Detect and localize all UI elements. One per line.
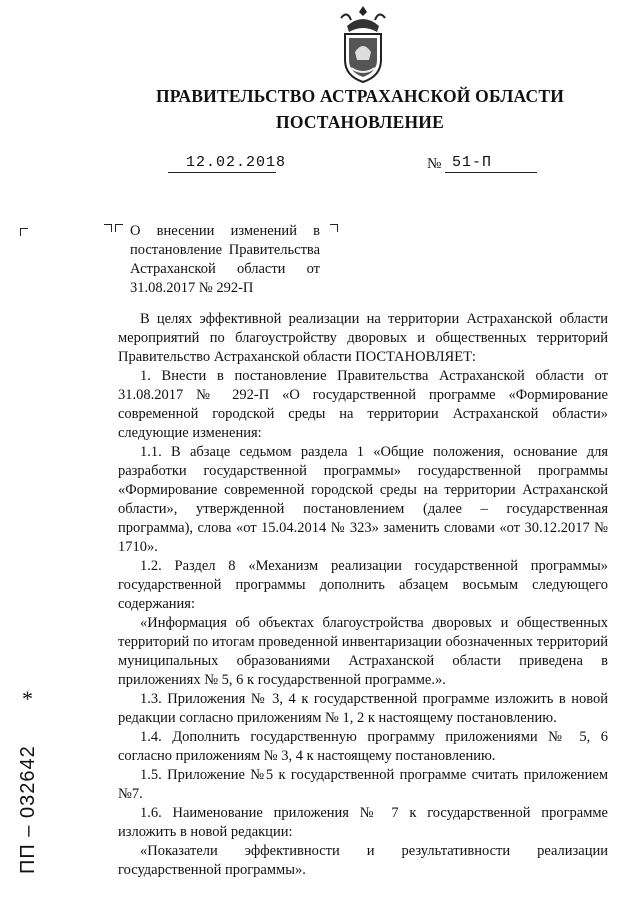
paragraph-item-1-3: 1.3. Приложения № 3, 4 к государственной программе изложить в новой редакции согласно приложениям № 1, 2 к настоящему постановлению. — [118, 691, 608, 726]
document-date: 12.02.2018 — [186, 154, 287, 171]
paragraph-item-1-6: 1.6. Наименование приложения № 7 к государственной программе изложить в новой редакции: — [118, 805, 608, 840]
paragraph-item-1: 1. Внести в постановление Правительства Астраханской области от 31.08.2017 № 292-П «О государственной программе «Формирование современной городской среды на территории Астраханской области» следующие изменения: — [118, 368, 608, 441]
corner-mark-subject-open-2 — [115, 224, 123, 232]
document-body — [118, 310, 608, 880]
corner-mark-left — [20, 228, 28, 236]
paragraph-quote-info: «Информация об объектах благоустройства дворовых и общественных территорий по итогам проведенной инвентаризации обозначенных территорий муниципальных образованиями Астраханской области приведена в приложениях № 5, 6 к государственной программе.». — [118, 615, 608, 688]
date-underline — [168, 172, 276, 173]
subject-text: О внесении изменений в постановление Правительства Астраханской области от 31.08.2017 № 292-П — [130, 223, 320, 296]
paragraph-item-1-2: 1.2. Раздел 8 «Механизм реализации государственной программы» государственной программы дополнить абзацем восьмым следующего содержания: — [118, 558, 608, 612]
number-underline — [445, 172, 537, 173]
paragraph-preamble: В целях эффективной реализации на территории Астраханской области мероприятий по благоустройству дворовых и общественных территорий Правительство Астраханской области ПОСТАНОВЛЯЕТ: — [118, 311, 608, 365]
paragraph-item-1-5: 1.5. Приложение №5 к государственной программе считать приложением №7. — [118, 767, 608, 802]
paragraph-quote-indicators: «Показатели эффективности и результативности реализации государственной программы». — [118, 843, 608, 878]
number-sign: № — [427, 156, 442, 172]
side-serial-stamp: ПП – 032642 — [17, 745, 39, 874]
document-subject — [130, 222, 320, 298]
corner-mark-subject-open — [104, 224, 112, 232]
paragraph-item-1-4: 1.4. Дополнить государственную программу приложениями № 5, 6 согласно приложениям № 3, 4 к настоящему постановлению. — [118, 729, 608, 764]
coat-of-arms-emblem — [337, 4, 389, 84]
paragraph-item-1-1: 1.1. В абзаце седьмом раздела 1 «Общие положения, основание для разработки государственной программы» государственной программы «Формирование современной городской среды на территории Астраханской области», утвержденной постановлением (далее – государственная программа), слова «от 15.04.2014 № 323» заменить словами «от 30.12.2017 № 1710». — [118, 444, 608, 555]
document-number: 51-П — [452, 154, 493, 171]
government-title: ПРАВИТЕЛЬСТВО АСТРАХАНСКОЙ ОБЛАСТИ — [155, 86, 565, 106]
document-type-title: ПОСТАНОВЛЕНИЕ — [276, 112, 444, 132]
side-star-mark: * — [22, 686, 33, 711]
corner-mark-subject-close — [330, 224, 338, 232]
